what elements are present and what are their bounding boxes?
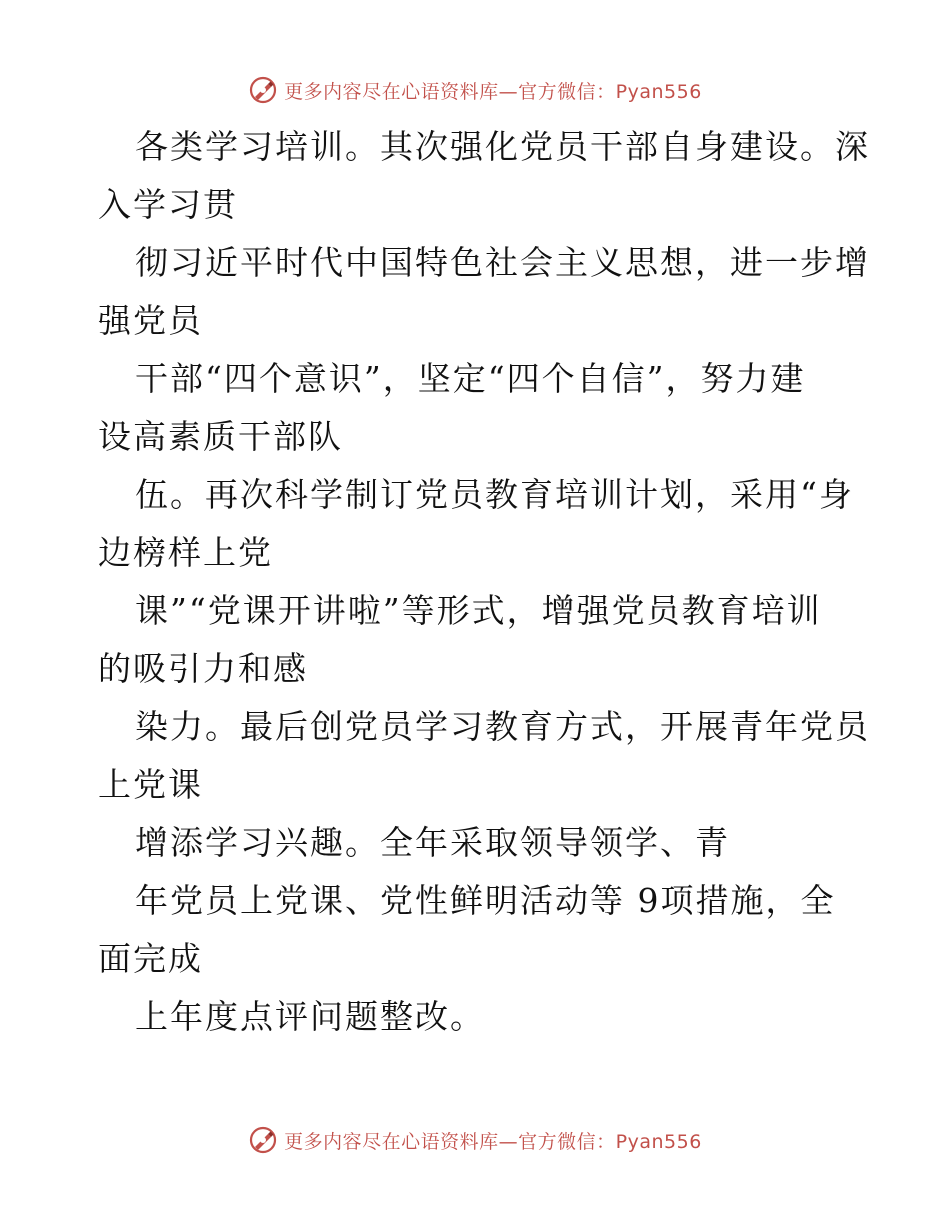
text-line: 入学习贯 <box>98 185 238 224</box>
text-line: 伍。再次科学制订党员教育培训计划，采用“身 <box>135 475 854 514</box>
text-line: 边榜样上党 <box>98 533 273 572</box>
text-line: 强党员 <box>98 301 203 340</box>
footer-watermark-text: 更多内容尽在心语资料库—官方微信：Pyan556 <box>284 1130 702 1153</box>
text-line: 染力。最后创党员学习教育方式，开展青年党员 <box>135 707 870 746</box>
text-line: 课”“党课开讲啦”等形式，增强党员教育培训 <box>135 591 822 630</box>
header-watermark <box>0 72 950 108</box>
text-line: 上年度点评问题整改。 <box>135 997 485 1036</box>
footer-watermark <box>0 1122 950 1158</box>
document-body <box>98 118 870 1046</box>
header-watermark-text: 更多内容尽在心语资料库—官方微信：Pyan556 <box>284 80 702 103</box>
text-line: 年党员上党课、党性鲜明活动等 9项措施，全 <box>135 881 836 920</box>
text-line: 各类学习培训。其次强化党员干部自身建设。深 <box>135 127 870 166</box>
text-line: 的吸引力和感 <box>98 649 308 688</box>
text-line: 设高素质干部队 <box>98 417 343 456</box>
text-line: 面完成 <box>98 939 203 978</box>
text-line: 彻习近平时代中国特色社会主义思想，进一步增 <box>135 243 870 282</box>
text-line: 上党课 <box>98 765 203 804</box>
text-line: 增添学习兴趣。全年采取领导领学、青 <box>135 823 730 862</box>
text-line: 干部“四个意识”，坚定“四个自信”，努力建 <box>135 359 806 398</box>
pen-logo-icon <box>248 75 278 105</box>
pen-logo-icon <box>248 1125 278 1155</box>
